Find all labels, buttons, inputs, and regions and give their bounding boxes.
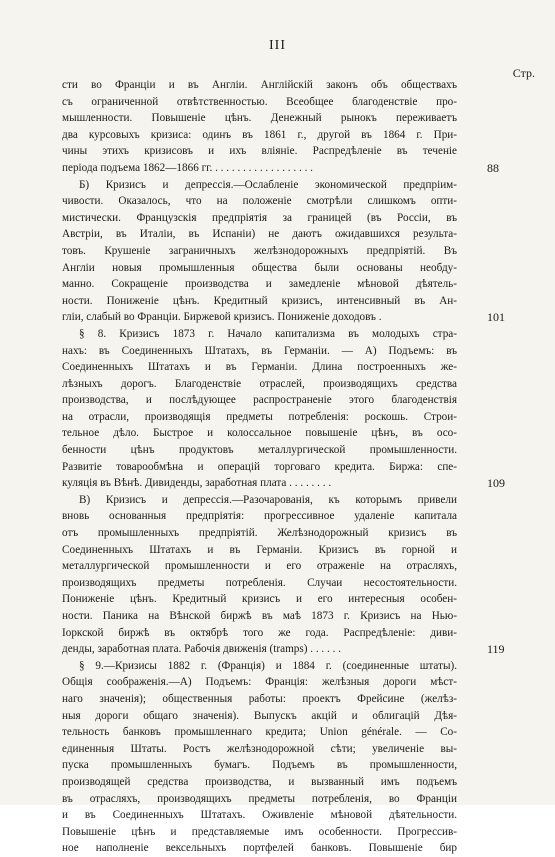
text-line xyxy=(62,708,457,725)
text-line xyxy=(62,459,457,476)
text-line xyxy=(62,127,457,144)
text-line xyxy=(62,757,457,774)
text-line-content: Общія соображенія.—А) Подъемъ: Франція: желѣзныя дороги мѣст- xyxy=(62,676,457,689)
text-line-content: куляція въ Вѣнѣ. Дивиденды, заработная плата . . . . . . . . xyxy=(62,477,332,490)
text-line xyxy=(62,425,457,442)
text-line-content: ное наполненіе вексельныхъ портфелей банковъ. Повышеніе бир xyxy=(62,842,457,855)
text-line xyxy=(62,309,505,326)
text-line-content: Соединенныхъ Штатахъ и въ Германіи. Длина построенныхъ же- xyxy=(62,361,457,374)
text-line-content: чивости. Оказалось, что на положеніе смотрѣли слишкомъ опти- xyxy=(62,195,457,208)
text-line xyxy=(62,343,457,360)
text-line-content: Повышеніе цѣнъ и представляемые имъ особенности. Прогрессив- xyxy=(62,825,457,838)
text-line-content: ныя дороги общаго значенія). Выпускъ акцій и облигацій Дѣя- xyxy=(62,709,457,722)
text-line-content: § 9.—Кризисы 1882 г. (Франція) и 1884 г. (соединенные штаты). xyxy=(79,659,457,672)
page-reference: 88 xyxy=(487,160,499,175)
text-line-content: на отрасли, производящія предметы потребленія: роскошь. Строи- xyxy=(62,410,457,423)
text-line xyxy=(62,542,457,559)
text-line-content: Іоркской биржѣ въ октябрѣ того же года. Распредѣленіе: диви- xyxy=(62,626,457,639)
text-line-content: сти во Франціи и въ Англіи. Англійскій законъ объ обществахъ xyxy=(62,79,457,91)
text-line xyxy=(62,724,457,741)
text-line-content: въ отрасляхъ, производящихъ предметы потребленія, во Франціи xyxy=(62,792,457,805)
text-line-content: Англіи новыя промышленныя общества были основаны необду- xyxy=(62,261,457,274)
text-line xyxy=(62,807,457,824)
text-line xyxy=(62,143,457,160)
text-line-content: и въ Соединенныхъ Штатахъ. Оживленіе мѣновой дѣятельности. xyxy=(62,809,457,822)
text-line xyxy=(62,160,499,177)
text-line xyxy=(62,774,457,791)
text-line-content: чины этихъ кризисовъ и ихъ вліяніе. Распредѣленіе въ теченіе xyxy=(62,145,457,158)
text-line xyxy=(62,508,457,525)
text-line xyxy=(62,824,457,841)
text-line xyxy=(62,392,457,409)
text-line-content: В) Кризисъ и депрессія.—Разочарованія, къ которымъ привели xyxy=(79,493,457,506)
text-line xyxy=(62,376,457,393)
text-line-content: денды, заработная плата. Рабочія движенія (tramps) . . . . . . xyxy=(62,643,342,656)
page-reference: 119 xyxy=(487,642,505,657)
text-line xyxy=(62,691,457,708)
text-line-content: производящихъ предметы потребленія. Случаи несостоятельности. xyxy=(62,576,457,589)
text-line-content: производства, и послѣдующее распространеніе этого благоденствія xyxy=(62,394,457,407)
page-reference: 109 xyxy=(487,476,505,491)
text-line-content: гліи, слабый во Франціи. Биржевой кризисъ. Пониженіе доходовъ . xyxy=(62,311,382,324)
page-column-label: Стр. xyxy=(512,66,535,80)
text-line xyxy=(62,177,457,194)
text-line-content: мистически. Французскія предпріятія за границей (въ Россіи, въ xyxy=(62,211,457,224)
text-line xyxy=(62,260,457,277)
text-line xyxy=(62,591,457,608)
text-line-content: металлургической промышленности и его отраженіе на отрасляхъ, xyxy=(62,560,457,573)
text-line xyxy=(62,840,457,857)
text-line-content: Австріи, въ Италіи, въ Испаніи) не даютъ ожидавшихся результа- xyxy=(62,228,457,241)
text-line xyxy=(62,243,457,260)
text-line-content: тельное дѣло. Быстрое и колоссальное повышеніе цѣнъ, въ осо- xyxy=(62,427,457,440)
page-reference: 101 xyxy=(487,310,505,325)
text-line-content: производящей средства производства, и вызванный имъ подъемъ xyxy=(62,775,457,788)
text-line xyxy=(62,575,457,592)
text-line xyxy=(62,492,457,509)
text-line xyxy=(62,326,457,343)
text-line-content: мышленности. Повышеніе цѣнъ. Денежный рынокъ переживаетъ xyxy=(62,112,457,125)
table-of-contents-body xyxy=(62,77,505,857)
text-line xyxy=(62,625,457,642)
text-line-content: товъ. Крушеніе заграничныхъ желѣзнодорожныхъ предпріятій. Въ xyxy=(62,244,457,257)
text-line-content: Пониженіе цѣнъ. Кредитный кризисъ и его интересныя особен- xyxy=(62,593,457,606)
text-line-content: періода подъема 1862—1866 гг. . . . . . . . . . . . . . . . . . . xyxy=(62,161,313,174)
text-line-content: нахъ: въ Соединенныхъ Штатахъ, въ Германіи. — А) Подъемъ: въ xyxy=(62,344,457,357)
text-line-content: пуска промышленныхъ бумагъ. Подъемъ въ промышленности, xyxy=(62,759,457,772)
text-line-content: Соединенныхъ Штатахъ и въ Германіи. Кризисъ въ горной и xyxy=(62,543,457,556)
text-line xyxy=(62,276,457,293)
text-line xyxy=(62,608,457,625)
text-line-content: лѣзныхъ дорогъ. Благоденствіе отраслей, производящихъ средства xyxy=(62,377,457,390)
text-line-content: Развитіе товарообмѣна и операцій торговаго кредита. Биржа: спе- xyxy=(62,460,457,473)
text-line-content: Б) Кризисъ и депрессія.—Ослабленіе экономической предпріим- xyxy=(79,178,457,191)
text-line-content: ности. Пониженіе цѣнъ. Кредитный кризисъ, интенсивный въ Ан- xyxy=(62,294,457,307)
text-line xyxy=(62,226,457,243)
text-line xyxy=(62,475,505,492)
text-line xyxy=(62,525,457,542)
text-line-content: § 8. Кризисъ 1873 г. Начало капитализма въ молодыхъ стра- xyxy=(79,327,457,340)
text-line-content: отъ промышленныхъ предпріятій. Желѣзнодорожный кризисъ въ xyxy=(62,527,457,540)
text-line xyxy=(62,359,457,376)
text-line-content: два курсовыхъ кризиса: одинъ въ 1861 г., другой въ 1864 г. При- xyxy=(62,128,457,141)
text-line xyxy=(62,658,457,675)
text-line xyxy=(62,293,457,310)
text-line-content: ности. Паника на Вѣнской биржѣ въ маѣ 1873 г. Кризисъ на Нью- xyxy=(62,610,457,622)
text-line xyxy=(62,193,457,210)
text-line-content: единенныя Штаты. Ростъ желѣзнодорожной сѣти; увеличеніе вы- xyxy=(62,742,457,755)
text-line xyxy=(62,409,457,426)
text-line-content: съ ограниченной отвѣтственностью. Всеобщее благоденствіе про- xyxy=(62,95,457,108)
text-line-content: наго значенія); общественныя работы: проектъ Фрейсине (желѣз- xyxy=(62,692,457,705)
text-line-content: манно. Сокращеніе производства и замедленіе мѣновой дѣятель- xyxy=(62,278,457,291)
page-number: III xyxy=(269,38,286,53)
text-line xyxy=(62,77,457,94)
text-line xyxy=(62,641,505,658)
text-line xyxy=(62,674,457,691)
text-line xyxy=(62,210,457,227)
text-line-content: вновь основанныя предпріятія: прогрессивное удаленіе капитала xyxy=(62,510,457,523)
text-line xyxy=(62,741,457,758)
text-line xyxy=(62,558,457,575)
text-line-content: бенности цѣнъ продуктовъ металлургической промышленности. xyxy=(62,444,457,457)
text-line-content: тельность банковъ промышленнаго кредита; Union générale. — Со- xyxy=(62,726,457,739)
text-line xyxy=(62,442,457,459)
text-line xyxy=(62,110,457,127)
text-line xyxy=(62,94,457,111)
